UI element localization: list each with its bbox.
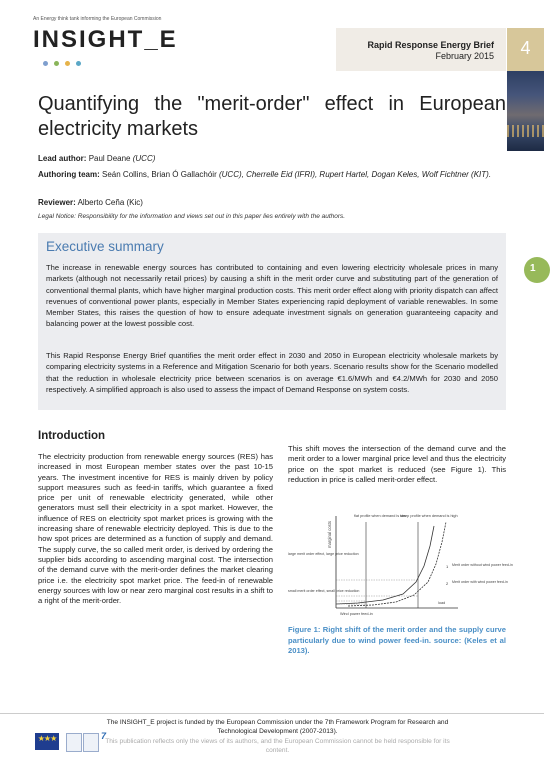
lead-author-label: Lead author: <box>38 154 87 163</box>
brief-number: 4 <box>520 38 531 58</box>
authoring-team-affil: (UCC), Cherrelle Eid (IFRI), Rupert Hartel, Dogan Keles, Wolf Fichtner (KIT). <box>218 170 492 179</box>
partner-logo-icon <box>83 733 99 752</box>
brief-date: February 2015 <box>435 51 494 61</box>
footer-divider <box>0 713 544 714</box>
authoring-team <box>38 169 506 180</box>
label-steep-profile: steep profile when demand is high <box>400 514 458 518</box>
authoring-team-label: Authoring team: <box>38 170 100 179</box>
city-night-photo <box>507 71 544 151</box>
partner-logo-icon <box>66 733 82 752</box>
label-flat-profile: flat profile when demand is low <box>354 514 406 518</box>
merit-order-figure <box>288 508 513 620</box>
footer-funding: The INSIGHT_E project is funded by the European Commission under the 7th Framework Program for Research and Technological Development (2007-2013). <box>106 719 449 736</box>
introduction-right-column: This shift moves the intersection of the demand curve and the merit order to a lower marginal price level and thus the electricity price on the spot market is reduced (see Figure 1). This reduction in price is called merit-order effect. <box>288 444 506 484</box>
eu-flag-icon: ★★★ <box>35 733 59 750</box>
authoring-team-names: Seán Collins, Brian Ó Gallachóir <box>102 170 217 179</box>
introduction-heading: Introduction <box>38 430 106 442</box>
logo-dots <box>43 53 87 71</box>
fp7-logo: 7 <box>101 731 107 741</box>
executive-summary-heading: Executive summary <box>46 239 164 254</box>
y-axis-label: marginal costs <box>327 521 332 548</box>
brief-number-box <box>507 28 544 71</box>
logo-dot-icon <box>54 61 59 66</box>
reviewer <box>38 197 506 208</box>
brief-info-box <box>336 28 506 71</box>
label-small-effect: small merit order effect, small price reduction <box>288 589 360 593</box>
logo-dot-icon <box>43 61 48 66</box>
reviewer-name: Alberto Ceña (Kic) <box>77 198 143 207</box>
page-marker-circle <box>524 257 550 283</box>
introduction-left-column: The electricity production from renewable energy sources (RES) has increased in most European member states over the past 10-15 years. The investment incentive for RES is mainly driven by policy support measures such as feed-in tariffs, which guarantee a fixed price per unit of renewable electricity generated, while other generators must sell their electricity in a spot market. However, the influence of RES on electricity spot market prices is growing with the increasing share of renewable electricity deployed. This is due to the how spot prices are determined as a function of supply and demand. The supply curve, the so called merit order, is derived by ordering the supplier bids according to ascending marginal cost. The intersection of the demand curve with the merit-order defines the market clearing price i.e. the electricity spot market price. The feed-in of renewable energy sources with low or near zero marginal cost results in a shift to a right of the merit-order. <box>38 452 273 606</box>
lead-author-affil: (UCC) <box>132 154 156 163</box>
footer-text <box>105 718 450 755</box>
marker-2: 2 <box>446 581 449 586</box>
lead-author <box>38 153 506 164</box>
legal-notice: Legal Notice: Responsibility for the information and views set out in this paper lies entirely with the authors. <box>38 213 346 220</box>
label-merit-order-with: Merit order with wind power feed-in <box>452 580 508 584</box>
label-large-effect: large merit order effect, large price reduction <box>288 552 359 556</box>
executive-summary-paragraph-1: The increase in renewable energy sources has contributed to containing and even lowering electricity wholesale prices in many markets (although not necessarily retail prices) by causing a shift in the merit order curve and substituting part of the generation of conventional thermal plants, which have higher marginal production costs. This merit order effect along with priority dispatch can affect revenues of conventional power plants, especially in Member States experiencing rapid deployment of variable renewables. In some Member States, this raises the question of how to ensure adequate investment signals on generation guaranteeing capacity and balancing power at the lowest possible cost. <box>46 263 498 329</box>
footer-disclaimer: This publication reflects only the views of its authors, and the European Commission cannot be held responsible for its content. <box>105 737 450 754</box>
label-merit-order-without: Merit order without wind power feed-in <box>452 563 513 567</box>
label-load: load <box>438 601 446 605</box>
page-title: Quantifying the "merit-order" effect in European electricity markets <box>38 93 506 140</box>
executive-summary-paragraph-2: This Rapid Response Energy Brief quantifies the merit order effect in 2030 and 2050 in European electricity wholesale markets by comparing electricity systems in a Reference and Mitigation Scenario for both years. Scenario results show for the Scenario modelled that the reduction in wholesale electricity price between scenarios is on average €1.6/MWh and €4.2/MWh for 2030 and 2050 respectively. A simplified approach is also used to assess the impact of Demand Response on system costs. <box>46 351 498 394</box>
marker-1: 1 <box>446 564 449 569</box>
logo-dot-icon <box>76 61 81 66</box>
label-wind-feed-in: Wind power feed-in <box>340 612 373 616</box>
brief-title: Rapid Response Energy Brief <box>367 40 494 50</box>
figure-caption: Figure 1: Right shift of the merit order and the supply curve particularly due to wind power feed-in. source: (Keles et al 2013). <box>288 625 506 655</box>
page-marker-number: 1 <box>530 263 536 274</box>
reviewer-label: Reviewer: <box>38 198 76 207</box>
executive-summary-box <box>38 233 506 410</box>
tagline: An Energy think tank informing the European Commission <box>33 16 162 22</box>
logo-dot-icon <box>65 61 70 66</box>
lead-author-name: Paul Deane <box>88 154 131 163</box>
insight-e-logo: INSIGHT_E <box>33 26 178 53</box>
merit-order-curve-2 <box>348 522 446 606</box>
